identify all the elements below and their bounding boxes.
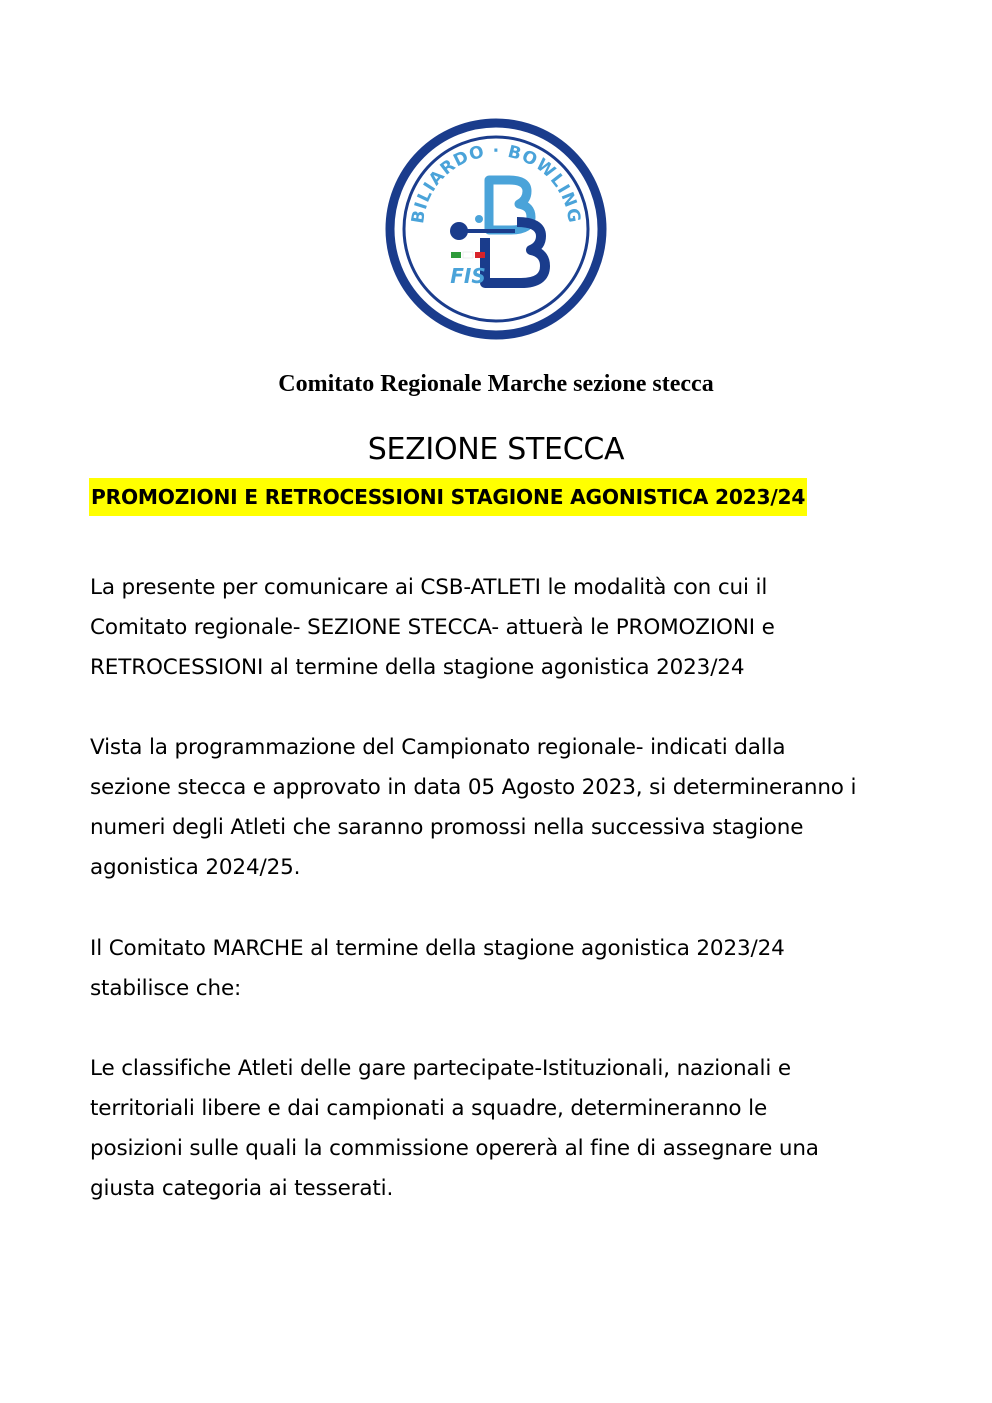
paragraph-line: Vista la programmazione del Campionato regionale- indicati dalla (90, 735, 786, 760)
paragraph-line: Le classifiche Atleti delle gare partecipate-Istituzionali, nazionali e (90, 1056, 791, 1081)
fisb-logo-icon (385, 118, 607, 340)
paragraph-line: territoriali libere e dai campionati a squadre, determineranno le (90, 1096, 768, 1121)
paragraph-line: giusta categoria ai tesserati. (90, 1176, 394, 1201)
paragraph-comitato (90, 929, 910, 1009)
paragraph-line: sezione stecca e approvato in data 05 Agosto 2023, si determineranno i (90, 775, 857, 800)
paragraph-intro (90, 568, 910, 688)
paragraph-line: Il Comitato MARCHE al termine della stagione agonistica 2023/24 (90, 936, 785, 961)
paragraph-line: posizioni sulle quali la commissione opererà al fine di assegnare una (90, 1136, 819, 1161)
section-title: SEZIONE STECCA (367, 432, 625, 467)
highlight-title: PROMOZIONI E RETROCESSIONI STAGIONE AGONISTICA 2023/24 (89, 478, 807, 516)
paragraph-line: agonistica 2024/25. (90, 855, 301, 880)
paragraph-line: Comitato regionale- SEZIONE STECCA- attuerà le PROMOZIONI e (90, 615, 775, 640)
paragraph-line: La presente per comunicare ai CSB-ATLETI le modalità con cui il (90, 575, 768, 600)
logo-arc-text: BILIARDO · BOWLING (408, 140, 585, 225)
paragraph-line: stabilisce che: (90, 976, 242, 1001)
paragraph-classifiche (90, 1049, 910, 1209)
paragraph-line: RETROCESSIONI al termine della stagione agonistica 2023/24 (90, 655, 745, 680)
fisb-logo (385, 118, 607, 340)
org-title: Comitato Regionale Marche sezione stecca (278, 371, 714, 397)
paragraph-programmazione (90, 728, 910, 888)
paragraph-line: numeri degli Atleti che saranno promossi nella successiva stagione (90, 815, 804, 840)
logo-fis-text: FIS (450, 264, 486, 288)
